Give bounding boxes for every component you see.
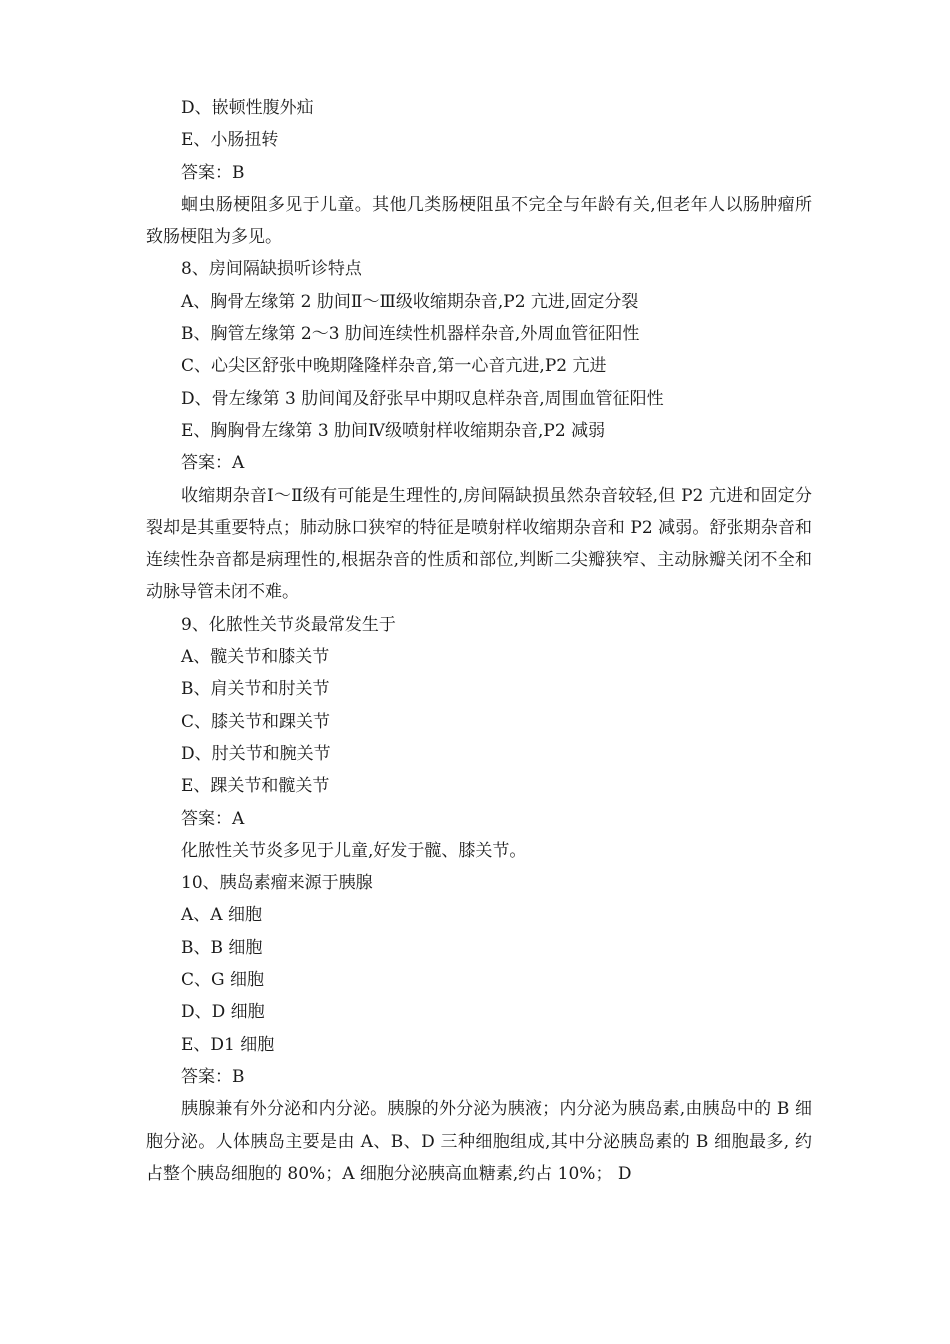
q8-option-b: B、胸管左缘第 2～3 肋间连续性机器样杂音,外周血管征阳性 (181, 324, 640, 345)
q8-option-a: A、胸骨左缘第 2 肋间Ⅱ～Ⅲ级收缩期杂音,P2 亢进,固定分裂 (181, 291, 639, 312)
q7-answer: 答案：B (181, 162, 245, 183)
q8-answer: 答案：A (181, 453, 245, 474)
q9-option-d: D、肘关节和腕关节 (181, 743, 331, 764)
q10-answer: 答案：B (181, 1066, 245, 1087)
q10-option-a: A、A 细胞 (181, 905, 262, 926)
q8-option-e: E、胸胸骨左缘第 3 肋间Ⅳ级喷射样收缩期杂音,P2 减弱 (181, 420, 606, 441)
q7-option-e: E、小肠扭转 (181, 130, 279, 151)
q9-option-c: C、膝关节和踝关节 (181, 711, 331, 732)
q10-option-e: E、D1 细胞 (181, 1034, 275, 1055)
q7-explanation: 蛔虫肠梗阻多见于儿童。其他几类肠梗阻虽不完全与年龄有关,但老年人以肠肿瘤所致肠梗阻为多见。 (146, 194, 812, 248)
q9-explanation: 化脓性关节炎多见于儿童,好发于髋、膝关节。 (181, 840, 527, 861)
q10-option-b: B、B 细胞 (181, 937, 263, 958)
q8-option-c: C、心尖区舒张中晚期隆隆样杂音,第一心音亢进,P2 亢进 (181, 356, 607, 377)
document-page (146, 92, 812, 1190)
q9-stem: 9、化脓性关节炎最常发生于 (181, 614, 396, 635)
q10-option-d: D、D 细胞 (181, 1002, 265, 1023)
q8-explanation: 收缩期杂音Ⅰ～Ⅱ级有可能是生理性的,房间隔缺损虽然杂音较轻,但 P2 亢进和固定分裂却是其重要特点；肺动脉口狭窄的特征是喷射样收缩期杂音和 P2 减弱。舒张期杂音和连续性杂音都是病理性的,根据杂音的性质和部位,判断二尖瓣狭窄、主动脉瓣关闭不全和动脉导管未闭不难。 (146, 485, 812, 603)
q9-option-e: E、踝关节和髋关节 (181, 776, 330, 797)
q8-stem: 8、房间隔缺损听诊特点 (181, 259, 362, 280)
q10-stem: 10、胰岛素瘤来源于胰腺 (181, 873, 373, 894)
q8-option-d: D、骨左缘第 3 肋间闻及舒张早中期叹息样杂音,周围血管征阳性 (181, 388, 664, 409)
q9-option-a: A、髋关节和膝关节 (181, 647, 330, 668)
q9-option-b: B、肩关节和肘关节 (181, 679, 330, 700)
q10-explanation: 胰腺兼有外分泌和内分泌。胰腺的外分泌为胰液；内分泌为胰岛素,由胰岛中的 B 细胞分泌。人体胰岛主要是由 A、B、D 三种细胞组成,其中分泌胰岛素的 B 细胞最多, 约占整个胰岛细胞的 80%；A 细胞分泌胰高血糖素,约占 10%； D (146, 1099, 812, 1184)
q10-option-c: C、G 细胞 (181, 970, 264, 991)
q9-answer: 答案：A (181, 808, 245, 829)
q7-option-d: D、嵌顿性腹外疝 (181, 98, 314, 118)
